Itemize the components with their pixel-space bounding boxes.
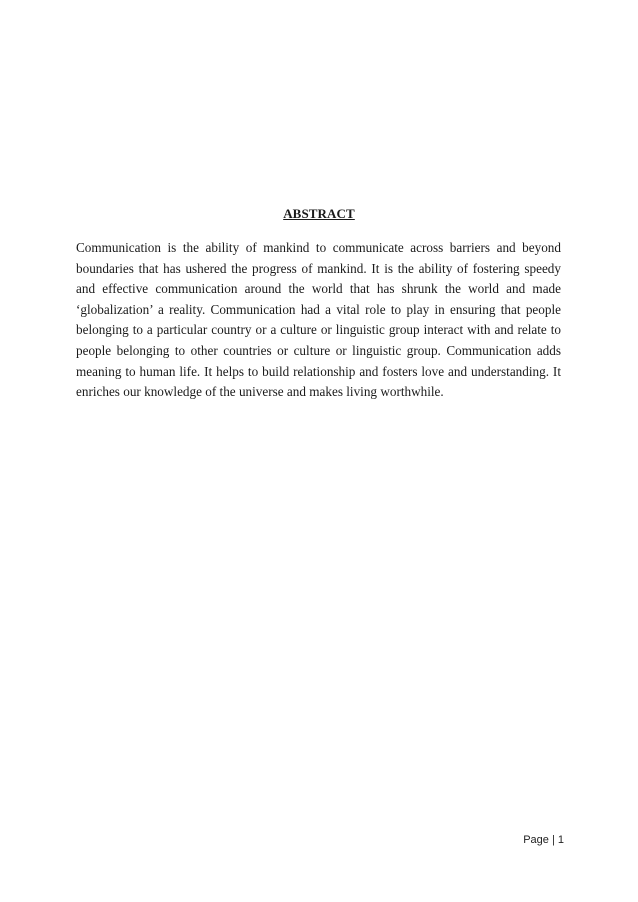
abstract-paragraph: Communication is the ability of mankind to communicate across barriers and beyond boundaries that has ushered the progress of mankind. It is the ability of fostering speedy and effective communication around the world that has shrunk the world and made ‘globalization’ a reality. Communication had a vital role to play in ensuring that people belonging to a particular country or a culture or linguistic group interact with and relate to people belonging to other countries or culture or linguistic group. Communication adds meaning to human life. It helps to build relationship and fosters love and understanding. It enriches our knowledge of the universe and makes living worthwhile. bbox=[76, 240, 561, 400]
page-footer bbox=[0, 831, 638, 861]
page-number: Page | 1 bbox=[523, 834, 564, 846]
abstract-heading: ABSTRACT bbox=[283, 206, 355, 221]
